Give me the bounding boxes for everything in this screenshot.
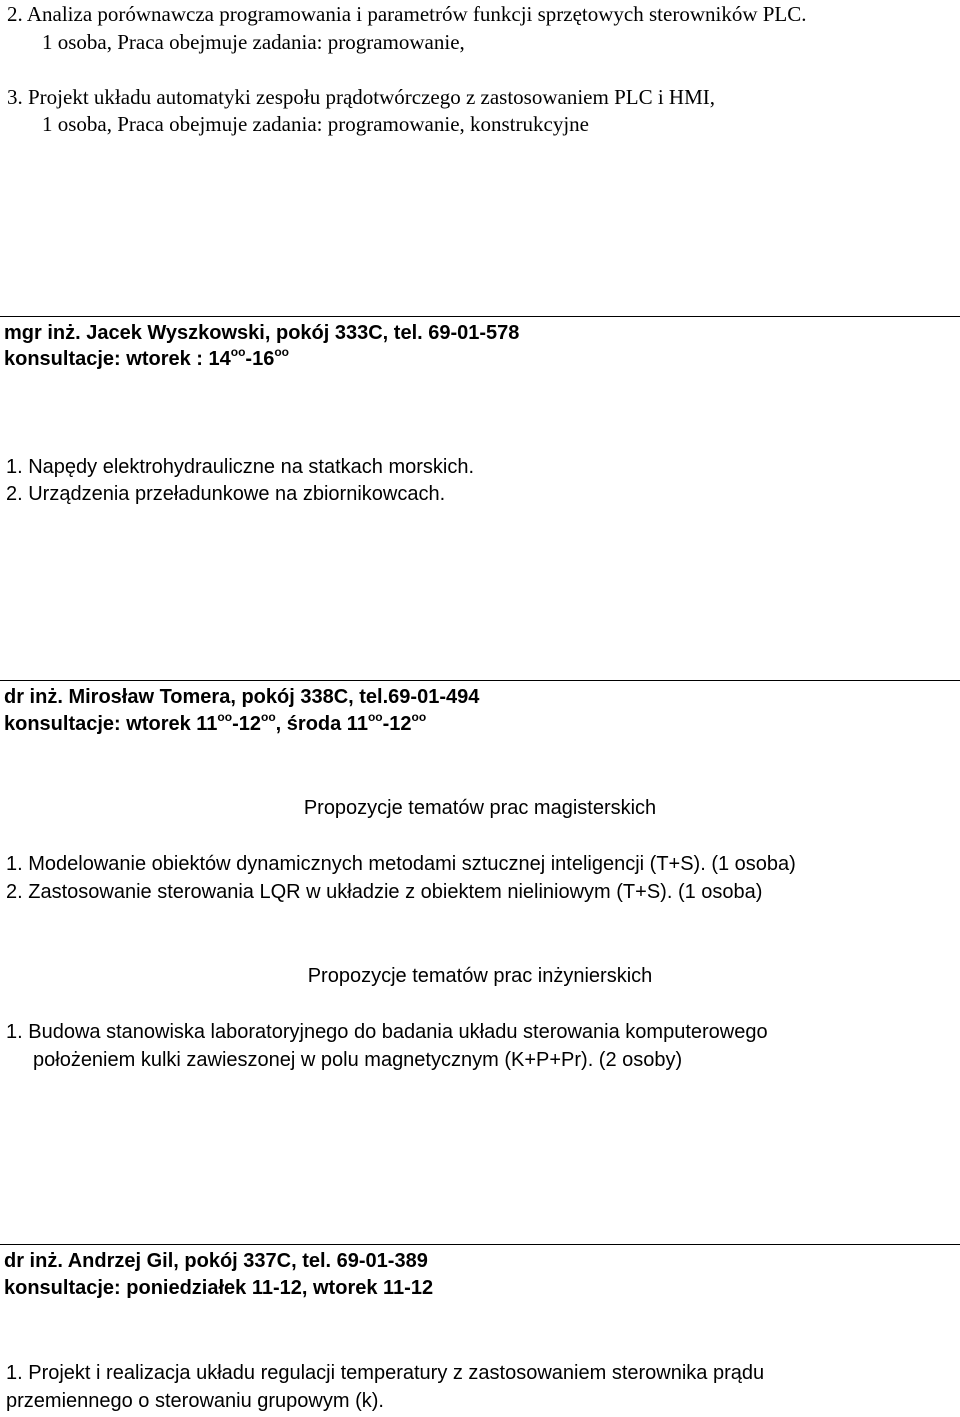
section-divider — [0, 1244, 960, 1245]
topic-2-line-1: 2. Analiza porównawcza programowania i parametrów funkcji sprzętowych sterowników PLC. — [7, 2, 807, 26]
topic-list-item: 1. Projekt i realizacja układu regulacji temperatury z zastosowaniem sterownika prądu — [6, 1362, 765, 1384]
topic-list-item: 2. Urządzenia przeładunkowe na zbiornikowcach. — [6, 483, 446, 505]
topic-list-item: 1. Modelowanie obiektów dynamicznych metodami sztucznej inteligencji (T+S). (1 osoba) — [6, 853, 796, 875]
consultation-hours: konsultacje: poniedziałek 11-12, wtorek 11-12 — [4, 1277, 434, 1299]
consultation-hours: konsultacje: wtorek : $14^{oo}-16^{oo}$ — [4, 345, 289, 370]
topic-3-line-1: 3. Projekt układu automatyki zespołu prądotwórczego z zastosowaniem PLC i HMI, — [7, 85, 716, 109]
topic-list-item-continuation: przemiennego o sterowaniu grupowym (k). — [6, 1390, 384, 1412]
topic-3-line-2: 1 osoba, Praca obejmuje zadania: programowanie, konstrukcyjne — [42, 112, 589, 136]
supervisor-header: mgr inż. Jacek Wyszkowski, pokój 333C, tel. 69-01-578 — [4, 322, 520, 344]
engineer-topics-heading: Propozycje tematów prac inżynierskich — [307, 965, 653, 987]
master-topics-heading: Propozycje tematów prac magisterskich — [303, 797, 657, 819]
topic-list-item: 1. Budowa stanowiska laboratoryjnego do badania układu sterowania komputerowego — [6, 1021, 768, 1043]
topic-2-line-2: 1 osoba, Praca obejmuje zadania: programowanie, — [42, 30, 465, 54]
section-divider — [0, 680, 960, 681]
consultation-hours: konsultacje: wtorek $11^{oo}-12^{oo}$, środa $11^{oo}-12^{oo}$ — [4, 710, 427, 735]
supervisor-header: dr inż. Andrzej Gil, pokój 337C, tel. 69-01-389 — [4, 1250, 428, 1272]
section-divider — [0, 316, 960, 317]
supervisor-header: dr inż. Mirosław Tomera, pokój 338C, tel.69-01-494 — [4, 686, 480, 708]
topic-list-item-continuation: położeniem kulki zawieszonej w polu magnetycznym (K+P+Pr). (2 osoby) — [33, 1049, 683, 1071]
topic-list-item: 1. Napędy elektrohydrauliczne na statkach morskich. — [6, 456, 475, 478]
topic-list-item: 2. Zastosowanie sterowania LQR w układzie z obiektem nieliniowym (T+S). (1 osoba) — [6, 881, 763, 903]
